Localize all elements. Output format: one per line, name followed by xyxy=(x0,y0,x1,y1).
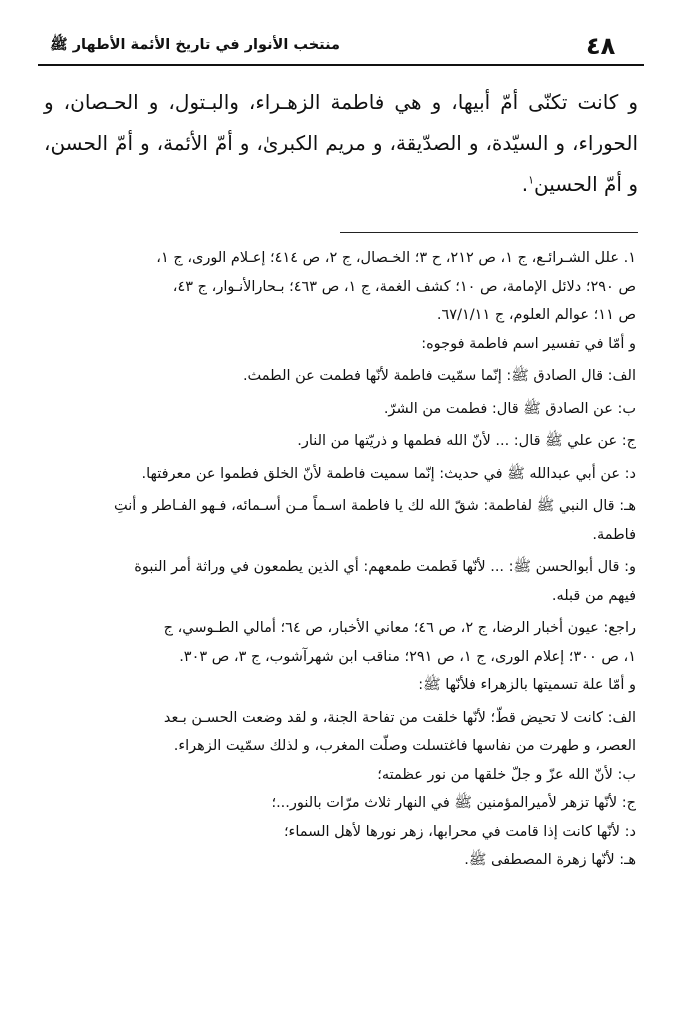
footnote-marker: ١ xyxy=(528,173,535,187)
main-paragraph-text: و كانت تكنّى أمّ أبيها، و هي فاطمة الزهـراء، والبـتول، و الحـصان، و الحوراء، و السيّدة، و الصدّيقة، و مريم الكبرىٰ، و أمّ الأئمة، و أمّ الحسن، و أمّ الحسين xyxy=(44,90,638,196)
footnote-line: ص ٢٩٠؛ دلائل الإمامة، ص ١٠؛ كشف الغمة، ج ١، ص ٤٦٣؛ بـحارالأنـوار، ج ٤٣، xyxy=(172,278,636,295)
footnote-line: ب: عن الصادق ﷺ قال: فطمت من الشرّ. xyxy=(383,400,636,417)
footnote-line: ب: لأنّ الله عزّ و جلّ خلقها من نور عظمته؛ xyxy=(377,766,636,783)
footnote-line: هـ: لأنّها زهرة المصطفى ﷺ. xyxy=(464,852,636,868)
footnote-line: ج: لأنّها تزهر لأميرالمؤمنين ﷺ في النهار ثلاث مرّات بالنور...؛ xyxy=(271,795,636,811)
footnotes xyxy=(40,244,636,875)
header-rule xyxy=(38,64,644,66)
footnote-line: ص ١١؛ عوالم العلوم، ج ٦٧/١/١١. xyxy=(436,307,636,323)
main-paragraph-end: . xyxy=(521,172,529,196)
main-text xyxy=(44,82,638,205)
page-number: ٤٨ xyxy=(586,32,616,60)
footnote-line: ١، ص ٣٠٠؛ إعلام الورى، ج ١، ص ٢٩١؛ مناقب ابن شهرآشوب، ج ٣، ص ٣٠٣. xyxy=(179,648,636,665)
footnote-line: د: لأنّها كانت إذا قامت في محرابها، زهر نورها لأهل السماء؛ xyxy=(283,823,636,840)
footnote-line: فاطمة. xyxy=(592,526,636,543)
footnote-line: و أمّا في تفسير اسم فاطمة فوجوه: xyxy=(421,335,636,352)
footnote-line: العصر، و طهرت من نفاسها فاغتسلت وصلّت المغرب، و لذلك سمّيت الزهراء. xyxy=(173,738,636,754)
footnote-line: فيهم من قبله. xyxy=(551,587,636,604)
footnote-line: ج: عن علي ﷺ قال: ... لأنّ الله فطمها و ذريّتها من النار. xyxy=(297,433,636,449)
running-header-title: منتخب الأنوار في تاريخ الأئمة الأطهار ﷺ xyxy=(50,37,340,53)
footnote-line: هـ: قال النبي ﷺ لفاطمة: شقّ الله لك يا فاطمة اسـماً مـن أسـمائه، فـهو الفـاطر و أنتِ xyxy=(113,498,636,514)
footnote-line: الف: كانت لا تحيض قطّ؛ لأنّها خلقت من تفاحة الجنة، و لقد وضعت الحسـن بـعد xyxy=(163,709,636,726)
footnote-line: و: قال أبوالحسن ﷺ: ... لأنّها فَطمت طمعهم: أي الذين يطمعون في وراثة أمر النبوة xyxy=(134,559,636,575)
footnote-line: راجع: عيون أخبار الرضا، ج ٢، ص ٤٦؛ معاني الأخبار، ص ٦٤؛ أمالي الطـوسي، ج xyxy=(163,620,636,636)
footnote-line: د: عن أبي عبدالله ﷺ في حديث: إنّما سميت فاطمة لأنّ الخلق فطموا عن معرفتها. xyxy=(141,465,636,482)
footnote-line: ١. علل الشـرائـع، ج ١، ص ٢١٢، ح ٣؛ الخـصال، ج ٢، ص ٤١٤؛ إعـلام الورى، ج ١، xyxy=(156,250,636,266)
footnote-line: و أمّا علة تسميتها بالزهراء فلأنّها ﷺ: xyxy=(418,677,636,693)
footnote-line: الف: قال الصادق ﷺ: إنّما سمّيت فاطمة لأنّها فطمت عن الطمث. xyxy=(242,368,636,384)
footnote-rule xyxy=(340,232,638,233)
main-paragraph xyxy=(44,82,638,205)
